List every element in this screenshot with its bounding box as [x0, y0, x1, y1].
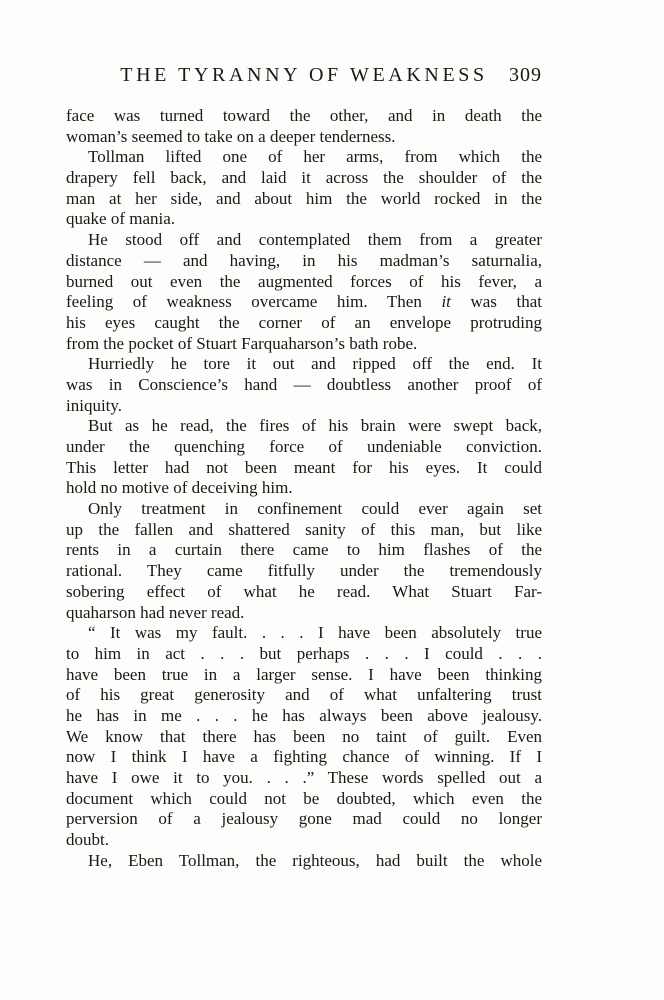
text-line: now I think I have a fighting chance of winning. If I: [66, 747, 542, 767]
text-line: woman’s seemed to take on a deeper tenderness.: [66, 126, 396, 146]
text-line: This letter had not been meant for his eyes. It could: [66, 457, 542, 477]
text-line: [66, 292, 542, 313]
paragraph: [66, 354, 542, 416]
paragraph: [66, 416, 542, 499]
text-line: Tollman lifted one of her arms, from which the: [88, 147, 542, 167]
text-line: man at her side, and about him the world rocked in the: [66, 188, 542, 208]
text-line: from the pocket of Stuart Farquaharson’s bath robe.: [66, 333, 418, 353]
paragraph: [66, 623, 542, 851]
text-line: But as he read, the fires of his brain were swept back,: [88, 416, 542, 436]
text-segment: it: [441, 292, 451, 312]
text-line: up the fallen and shattered sanity of this man, but like: [66, 519, 542, 539]
text-line: quake of mania.: [66, 209, 176, 229]
paragraph: [66, 499, 542, 623]
text-line: distance — and having, in his madman’s saturnalia,: [66, 250, 542, 270]
paragraph: [66, 106, 542, 147]
paragraph: [66, 851, 542, 872]
text-line: We know that there has been no taint of guilt. Even: [66, 726, 542, 746]
paragraph: [66, 147, 542, 230]
text-line: doubt.: [66, 830, 109, 850]
text-line: drapery fell back, and laid it across the shoulder of the: [66, 168, 542, 188]
text-line: quaharson had never read.: [66, 602, 245, 622]
text-line: iniquity.: [66, 395, 123, 415]
text-line: hold no motive of deceiving him.: [66, 478, 293, 498]
text-line: of his great generosity and of what unfaltering trust: [66, 685, 542, 705]
text-line: sobering effect of what he read. What Stuart Far-: [66, 581, 542, 601]
text-line: rents in a curtain there came to him flashes of the: [66, 540, 542, 560]
text-line: was in Conscience’s hand — doubtless another proof of: [66, 374, 542, 394]
page-number: 309: [509, 64, 542, 86]
text-line: Only treatment in confinement could ever again set: [88, 499, 542, 519]
text-line: have been true in a larger sense. I have been thinking: [66, 664, 542, 684]
text-line: document which could not be doubted, which even the: [66, 788, 542, 808]
text-segment: feeling of weakness overcame him. Then: [66, 292, 442, 312]
text-line: face was turned toward the other, and in death the: [66, 106, 542, 125]
text-line: under the quenching force of undeniable conviction.: [66, 437, 542, 456]
text-line: “ It was my fault. . . . I have been absolutely true: [88, 623, 542, 643]
text-line: have I owe it to you. . . .” These words spelled out a: [66, 768, 542, 787]
text-line: burned out even the augmented forces of his fever, a: [66, 271, 542, 291]
text-segment: was that: [450, 292, 542, 312]
text-line: rational. They came fitfully under the tremendously: [66, 561, 542, 581]
text-line: he has in me . . . he has always been above jealousy.: [66, 705, 542, 725]
text-line: Hurriedly he tore it out and ripped off the end. It: [88, 354, 542, 374]
text-line: perversion of a jealousy gone mad could no longer: [66, 809, 542, 829]
running-title: THE TYRANNY OF WEAKNESS: [120, 64, 488, 86]
paragraph: [66, 230, 542, 354]
text-line: to him in act . . . but perhaps . . . I could . . .: [66, 643, 542, 663]
text-line: his eyes caught the corner of an envelope protruding: [66, 312, 542, 332]
text-line: He stood off and contemplated them from a greater: [88, 230, 542, 250]
text-line: He, Eben Tollman, the righteous, had built the whole: [88, 850, 542, 870]
page-text: [66, 106, 542, 871]
page-header: [66, 64, 542, 88]
